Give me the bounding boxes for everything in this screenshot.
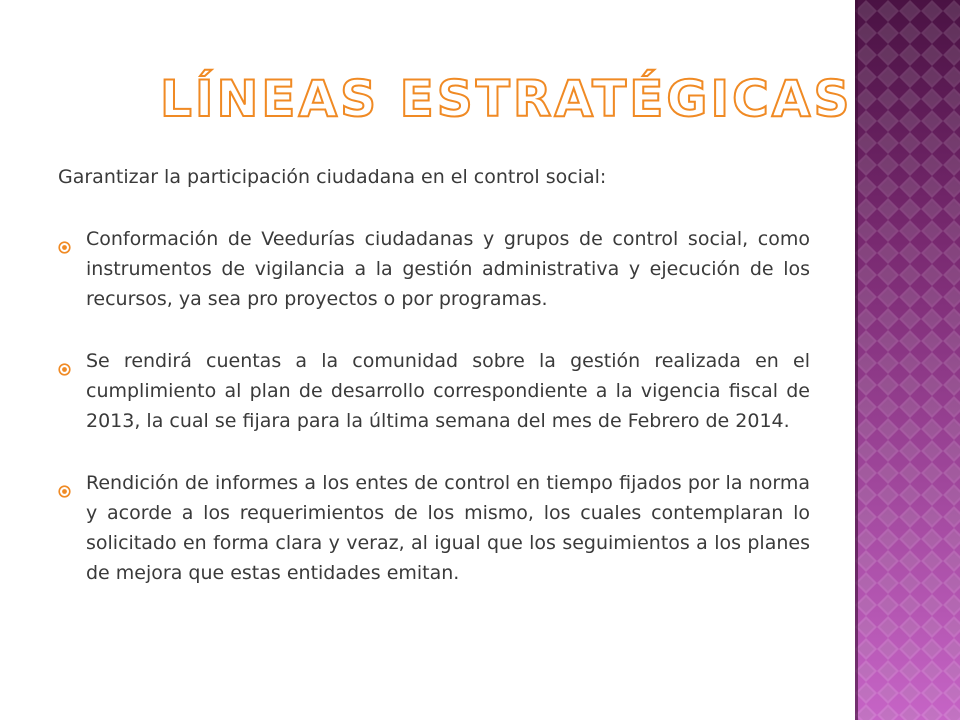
bullet-item [86, 468, 810, 588]
circled-dot-bullet-icon [58, 346, 80, 385]
bullet-text: Rendición de informes a los entes de control en tiempo fijados por la norma y acorde a los requerimientos de los mismo, los cuales contemplaran lo solicitado en forma clara y veraz, al igual que los seguimientos a los planes de mejora que estas entidades emitan. [86, 472, 810, 584]
circled-dot-bullet-icon [58, 224, 80, 263]
bullet-list [86, 224, 810, 588]
decorative-side-band [855, 0, 960, 720]
slide-content [58, 162, 810, 620]
circled-dot-bullet-icon [58, 468, 80, 507]
slide-title: LÍNEAS ESTRATÉGICAS [160, 70, 853, 128]
intro-text: Garantizar la participación ciudadana en el control social: [58, 166, 607, 188]
bullet-text: Conformación de Veedurías ciudadanas y grupos de control social, como instrumentos de vigilancia a la gestión administrativa y ejecución de los recursos, ya sea pro proyectos o por programas. [86, 228, 810, 310]
bullet-text: Se rendirá cuentas a la comunidad sobre la gestión realizada en el cumplimiento al plan de desarrollo correspondiente a la vigencia fiscal de 2013, la cual se fijara para la última semana del mes de Febrero de 2014. [86, 350, 810, 432]
bullet-item [86, 224, 810, 314]
bullet-item [86, 346, 810, 436]
